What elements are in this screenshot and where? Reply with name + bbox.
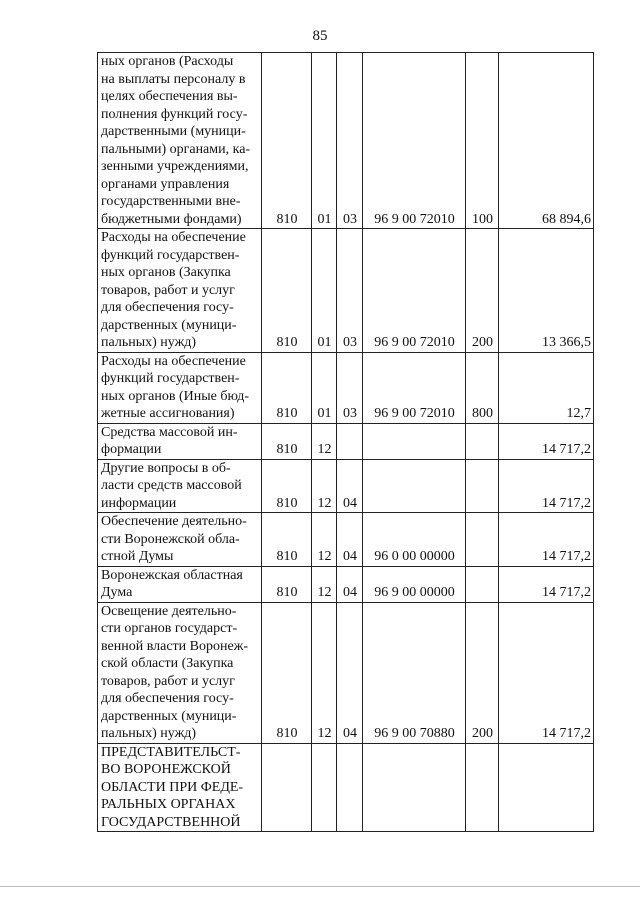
row-sum-cell: 13 366,5 — [499, 229, 594, 353]
row-csr-cell: 96 0 00 00000 — [363, 513, 466, 567]
row-sum-cell: 12,7 — [499, 352, 594, 423]
row-gr-cell: 810 — [262, 352, 312, 423]
table-row — [98, 53, 594, 229]
row-csr-cell: 96 9 00 00000 — [363, 566, 466, 602]
row-rz-cell: 01 — [312, 229, 337, 353]
row-vr-cell — [466, 566, 499, 602]
row-name-cell: Воронежская областная Дума — [98, 566, 262, 602]
row-sum-cell: 14 717,2 — [499, 459, 594, 513]
row-csr-cell — [363, 743, 466, 832]
table-row — [98, 459, 594, 513]
row-gr-cell: 810 — [262, 513, 312, 567]
row-vr-cell — [466, 743, 499, 832]
row-csr-cell: 96 9 00 72010 — [363, 53, 466, 229]
row-sum-cell — [499, 743, 594, 832]
row-rz-cell: 01 — [312, 352, 337, 423]
row-gr-cell: 810 — [262, 566, 312, 602]
row-gr-cell: 810 — [262, 602, 312, 743]
row-pr-cell: 03 — [337, 53, 363, 229]
row-rz-cell: 12 — [312, 602, 337, 743]
table-row — [98, 566, 594, 602]
table-row — [98, 602, 594, 743]
row-rz-cell: 12 — [312, 566, 337, 602]
row-name-cell: Средства массовой ин- формации — [98, 423, 262, 459]
budget-table — [97, 52, 594, 832]
row-name-cell: Расходы на обеспечение функций государствен- ных органов (Закупка товаров, работ и услуг для обеспечения госу- дарственных (муници- пальных) нужд) — [98, 229, 262, 353]
row-csr-cell — [363, 423, 466, 459]
row-gr-cell: 810 — [262, 459, 312, 513]
row-pr-cell — [337, 423, 363, 459]
budget-table-body — [98, 53, 594, 832]
row-sum-cell: 14 717,2 — [499, 566, 594, 602]
row-gr-cell: 810 — [262, 53, 312, 229]
table-row — [98, 513, 594, 567]
row-vr-cell: 800 — [466, 352, 499, 423]
row-gr-cell: 810 — [262, 423, 312, 459]
table-row — [98, 229, 594, 353]
row-vr-cell: 200 — [466, 602, 499, 743]
row-sum-cell: 14 717,2 — [499, 602, 594, 743]
row-rz-cell: 12 — [312, 423, 337, 459]
table-row — [98, 743, 594, 832]
row-gr-cell: 810 — [262, 229, 312, 353]
row-gr-cell — [262, 743, 312, 832]
row-vr-cell: 200 — [466, 229, 499, 353]
row-pr-cell: 04 — [337, 459, 363, 513]
row-pr-cell: 03 — [337, 352, 363, 423]
page-number: 85 — [312, 28, 328, 44]
row-name-cell: Другие вопросы в об- ласти средств массовой информации — [98, 459, 262, 513]
row-sum-cell: 14 717,2 — [499, 423, 594, 459]
row-csr-cell — [363, 459, 466, 513]
row-sum-cell: 68 894,6 — [499, 53, 594, 229]
page-bottom-rule — [0, 886, 640, 887]
row-csr-cell: 96 9 00 72010 — [363, 352, 466, 423]
row-name-cell: Расходы на обеспечение функций государствен- ных органов (Иные бюд- жетные ассигнования) — [98, 352, 262, 423]
row-pr-cell — [337, 743, 363, 832]
row-pr-cell: 04 — [337, 513, 363, 567]
row-rz-cell: 12 — [312, 513, 337, 567]
table-row — [98, 352, 594, 423]
row-name-cell: ных органов (Расходы на выплаты персоналу в целях обеспечения вы- полнения функций госу- дарственными (муници- пальными) органами, ка- зенными учреждениями, органами управления государственными вне- бюджетными фондами) — [98, 53, 262, 229]
row-name-cell: ПРЕДСТАВИТЕЛЬСТ- ВО ВОРОНЕЖСКОЙ ОБЛАСТИ ПРИ ФЕДЕ- РАЛЬНЫХ ОРГАНАХ ГОСУДАРСТВЕННОЙ — [98, 743, 262, 832]
row-name-cell: Освещение деятельно- сти органов государст- венной власти Воронеж- ской области (Закупка товаров, работ и услуг для обеспечения госу- дарственных (муници- пальных) нужд) — [98, 602, 262, 743]
row-name-cell: Обеспечение деятельно- сти Воронежской обла- стной Думы — [98, 513, 262, 567]
row-vr-cell — [466, 423, 499, 459]
row-vr-cell — [466, 513, 499, 567]
row-pr-cell: 04 — [337, 566, 363, 602]
row-vr-cell — [466, 459, 499, 513]
row-pr-cell: 04 — [337, 602, 363, 743]
row-rz-cell: 01 — [312, 53, 337, 229]
row-csr-cell: 96 9 00 70880 — [363, 602, 466, 743]
row-rz-cell — [312, 743, 337, 832]
table-row — [98, 423, 594, 459]
row-sum-cell: 14 717,2 — [499, 513, 594, 567]
row-rz-cell: 12 — [312, 459, 337, 513]
row-vr-cell: 100 — [466, 53, 499, 229]
row-csr-cell: 96 9 00 72010 — [363, 229, 466, 353]
row-pr-cell: 03 — [337, 229, 363, 353]
